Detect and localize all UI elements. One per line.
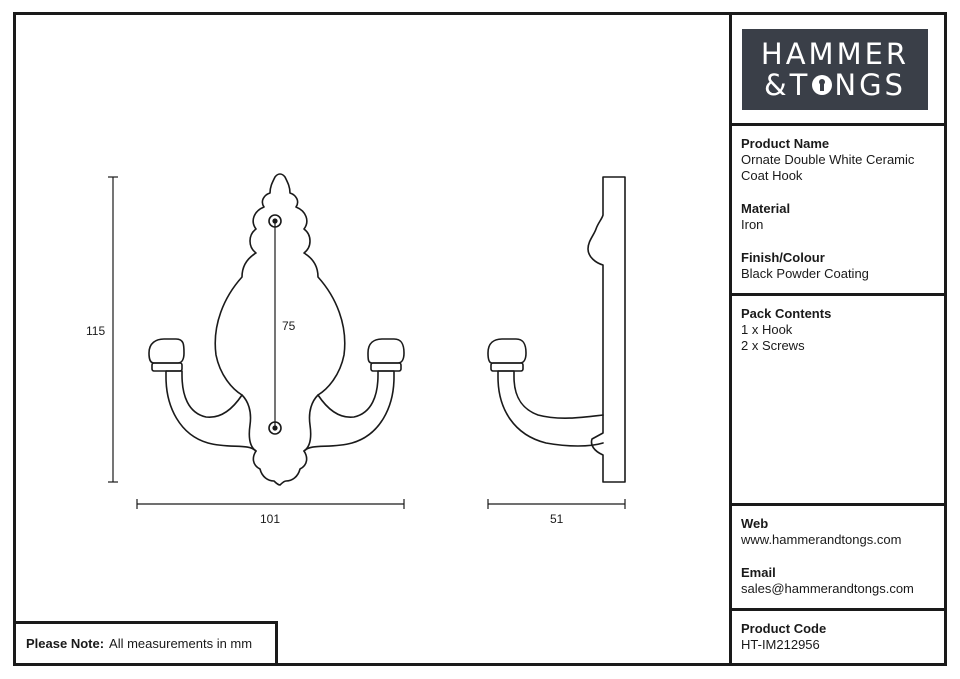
- product-info-panel: [732, 126, 944, 296]
- product-name-line-1: Ornate Double White Ceramic: [741, 152, 915, 167]
- web-label: Web: [741, 516, 769, 531]
- logo-panel: [732, 15, 944, 126]
- pack-item: 2 x Screws: [741, 338, 805, 353]
- side-hook-arm: [498, 371, 603, 446]
- logo-line-2-right: NGS: [834, 67, 906, 102]
- measurement-note: [16, 621, 278, 663]
- finish-label: Finish/Colour: [741, 250, 825, 265]
- pack-contents-panel: [732, 296, 944, 506]
- pack-contents-list: [741, 322, 938, 354]
- technical-drawing: [16, 15, 732, 663]
- width-dimension-label: 101: [260, 512, 281, 526]
- technical-drawing-area: [16, 15, 732, 663]
- front-left-knob: [149, 339, 184, 363]
- front-left-knob-collar: [152, 363, 182, 371]
- height-dimension-label: 115: [86, 324, 106, 338]
- pack-item: 1 x Hook: [741, 322, 793, 337]
- product-code-panel: [732, 611, 944, 663]
- material-value: Iron: [741, 217, 764, 232]
- front-right-knob-collar: [371, 363, 401, 371]
- logo-line-2-left: &T: [764, 67, 811, 102]
- email-label: Email: [741, 565, 776, 580]
- depth-dimension-label: 51: [550, 512, 564, 526]
- side-backplate-outline: [588, 177, 625, 482]
- side-knob: [488, 339, 526, 363]
- note-label: Please Note:: [26, 636, 105, 651]
- contact-panel: [732, 506, 944, 611]
- logo-line-1: HAMMER: [760, 36, 910, 71]
- keyhole-icon: [812, 75, 832, 95]
- material-label: Material: [741, 201, 791, 216]
- drawing-sheet: [13, 12, 947, 666]
- front-right-hook-arm: [304, 371, 394, 451]
- product-name-line-2: Coat Hook: [741, 168, 803, 183]
- hole-spacing-dimension-label: 75: [282, 319, 296, 333]
- web-value[interactable]: www.hammerandtongs.com: [741, 532, 902, 547]
- front-backplate-outline: [215, 174, 345, 485]
- logo-line-2: [764, 67, 906, 102]
- front-right-knob: [368, 339, 404, 363]
- front-left-hook-arm: [166, 371, 256, 451]
- product-name-label: Product Name: [741, 136, 830, 151]
- product-code-label: Product Code: [741, 621, 827, 636]
- title-block: [729, 15, 944, 663]
- product-code-value: HT-IM212956: [741, 637, 820, 652]
- note-text: All measurements in mm: [109, 636, 253, 651]
- brand-logo: [742, 29, 928, 110]
- product-name-value: [741, 152, 938, 184]
- pack-contents-label: Pack Contents: [741, 306, 832, 321]
- side-knob-collar: [491, 363, 523, 371]
- email-value[interactable]: sales@hammerandtongs.com: [741, 581, 914, 596]
- finish-value: Black Powder Coating: [741, 266, 869, 281]
